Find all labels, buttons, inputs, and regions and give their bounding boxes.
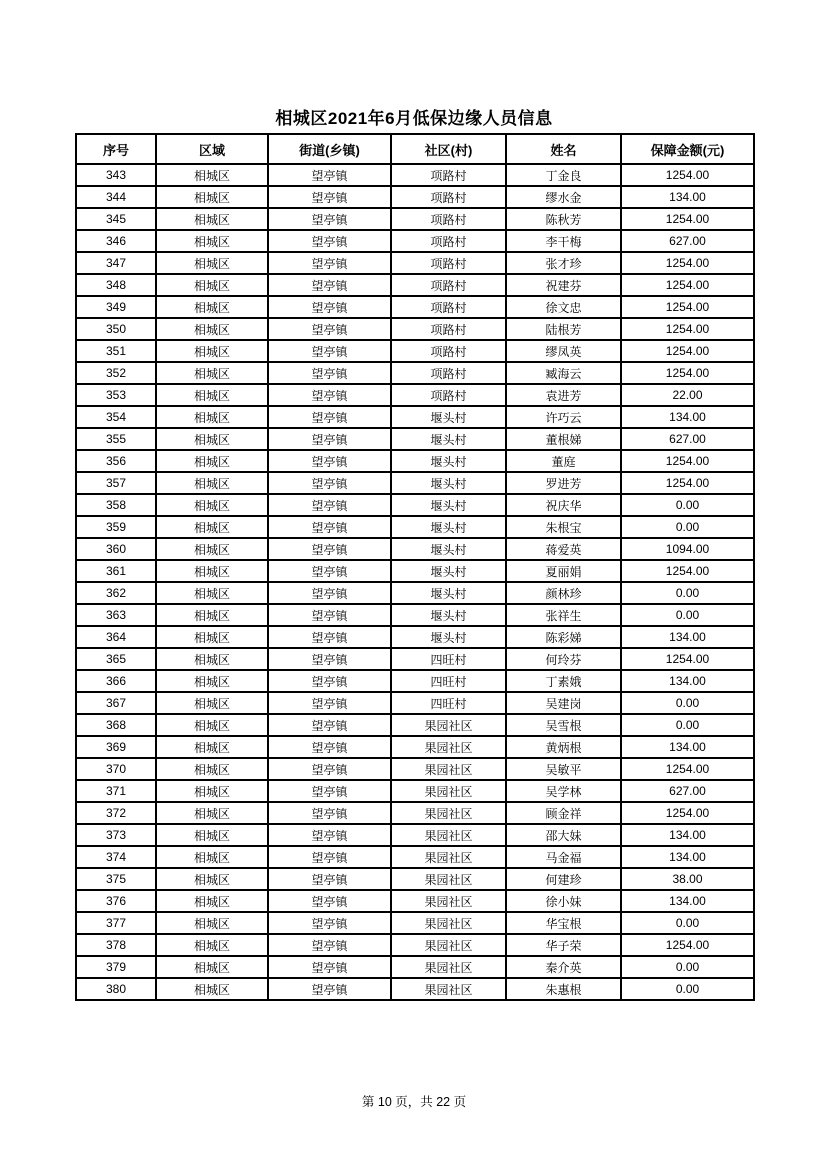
table-cell: 华子荣 (506, 934, 621, 956)
table-row (76, 648, 754, 670)
table-row (76, 208, 754, 230)
table-cell: 项路村 (391, 384, 506, 406)
table-cell: 相城区 (156, 362, 268, 384)
table-row (76, 318, 754, 340)
table-cell: 1254.00 (621, 208, 754, 230)
table-cell: 马金福 (506, 846, 621, 868)
table-cell: 相城区 (156, 978, 268, 1000)
table-cell: 134.00 (621, 890, 754, 912)
table-cell: 望亭镇 (268, 868, 391, 890)
table-cell: 1254.00 (621, 802, 754, 824)
table-cell: 134.00 (621, 186, 754, 208)
table-cell: 0.00 (621, 516, 754, 538)
table-cell: 项路村 (391, 186, 506, 208)
table-cell: 353 (76, 384, 156, 406)
table-row (76, 824, 754, 846)
table-cell: 368 (76, 714, 156, 736)
table-cell: 369 (76, 736, 156, 758)
table-cell: 134.00 (621, 406, 754, 428)
table-cell: 董庭 (506, 450, 621, 472)
table-cell: 四旺村 (391, 648, 506, 670)
table-cell: 堰头村 (391, 516, 506, 538)
table-cell: 相城区 (156, 692, 268, 714)
table-cell: 366 (76, 670, 156, 692)
table-cell: 堰头村 (391, 604, 506, 626)
table-row (76, 692, 754, 714)
table-cell: 0.00 (621, 714, 754, 736)
table-cell: 365 (76, 648, 156, 670)
table-cell: 望亭镇 (268, 428, 391, 450)
column-header: 街道(乡镇) (268, 134, 391, 164)
table-cell: 相城区 (156, 626, 268, 648)
table-cell: 1254.00 (621, 318, 754, 340)
table-cell: 堰头村 (391, 406, 506, 428)
table-cell: 351 (76, 340, 156, 362)
table-cell: 望亭镇 (268, 494, 391, 516)
table-cell: 望亭镇 (268, 362, 391, 384)
table-cell: 望亭镇 (268, 384, 391, 406)
page-number: 第 10 页，共 22 页 (361, 1095, 467, 1109)
table-cell: 371 (76, 780, 156, 802)
table-cell: 相城区 (156, 736, 268, 758)
table-cell: 377 (76, 912, 156, 934)
column-header: 区域 (156, 134, 268, 164)
table-row (76, 956, 754, 978)
table-cell: 1254.00 (621, 450, 754, 472)
table-cell: 相城区 (156, 340, 268, 362)
table-cell: 望亭镇 (268, 604, 391, 626)
table-row (76, 274, 754, 296)
table-cell: 362 (76, 582, 156, 604)
table-cell: 相城区 (156, 208, 268, 230)
table-row (76, 912, 754, 934)
table-cell: 祝庆华 (506, 494, 621, 516)
table-row (76, 340, 754, 362)
table-cell: 邵大妹 (506, 824, 621, 846)
table-cell: 望亭镇 (268, 846, 391, 868)
table-cell: 358 (76, 494, 156, 516)
table-cell: 相城区 (156, 516, 268, 538)
table-cell: 134.00 (621, 736, 754, 758)
table-cell: 果园社区 (391, 890, 506, 912)
table-cell: 相城区 (156, 230, 268, 252)
table-cell: 黄炳根 (506, 736, 621, 758)
table-cell: 望亭镇 (268, 560, 391, 582)
table-cell: 相城区 (156, 406, 268, 428)
table-cell: 罗进芳 (506, 472, 621, 494)
table-cell: 果园社区 (391, 714, 506, 736)
table-cell: 袁进芳 (506, 384, 621, 406)
table-cell: 相城区 (156, 846, 268, 868)
table-cell: 望亭镇 (268, 472, 391, 494)
table-cell: 370 (76, 758, 156, 780)
table-cell: 0.00 (621, 582, 754, 604)
table-cell: 1254.00 (621, 164, 754, 186)
table-cell: 望亭镇 (268, 692, 391, 714)
table-row (76, 626, 754, 648)
table-cell: 果园社区 (391, 846, 506, 868)
table-cell: 果园社区 (391, 868, 506, 890)
table-cell: 相城区 (156, 956, 268, 978)
table-cell: 堰头村 (391, 560, 506, 582)
table-cell: 朱惠根 (506, 978, 621, 1000)
table-cell: 相城区 (156, 934, 268, 956)
table-cell: 果园社区 (391, 780, 506, 802)
table-cell: 吴敏平 (506, 758, 621, 780)
table-cell: 361 (76, 560, 156, 582)
table-cell: 果园社区 (391, 912, 506, 934)
table-row (76, 780, 754, 802)
table-cell: 果园社区 (391, 934, 506, 956)
table-cell: 项路村 (391, 318, 506, 340)
table-cell: 1254.00 (621, 758, 754, 780)
table-row (76, 736, 754, 758)
table-cell: 望亭镇 (268, 934, 391, 956)
table-row (76, 978, 754, 1000)
table-cell: 364 (76, 626, 156, 648)
table-cell: 张祥生 (506, 604, 621, 626)
table-cell: 相城区 (156, 428, 268, 450)
table-cell: 李干梅 (506, 230, 621, 252)
table-cell: 1094.00 (621, 538, 754, 560)
table-cell: 项路村 (391, 274, 506, 296)
table-cell: 38.00 (621, 868, 754, 890)
table-cell: 果园社区 (391, 824, 506, 846)
table-cell: 363 (76, 604, 156, 626)
table-row (76, 758, 754, 780)
column-header: 序号 (76, 134, 156, 164)
table-cell: 1254.00 (621, 560, 754, 582)
table-cell: 堰头村 (391, 582, 506, 604)
table-cell: 相城区 (156, 758, 268, 780)
table-cell: 1254.00 (621, 296, 754, 318)
table-cell: 347 (76, 252, 156, 274)
table-cell: 董根娣 (506, 428, 621, 450)
table-cell: 果园社区 (391, 956, 506, 978)
table-cell: 134.00 (621, 846, 754, 868)
table-row (76, 934, 754, 956)
table-cell: 相城区 (156, 802, 268, 824)
table-cell: 相城区 (156, 582, 268, 604)
table-cell: 项路村 (391, 164, 506, 186)
table-row (76, 186, 754, 208)
table-cell: 望亭镇 (268, 912, 391, 934)
table-cell: 望亭镇 (268, 318, 391, 340)
table-cell: 627.00 (621, 230, 754, 252)
table-cell: 丁金良 (506, 164, 621, 186)
table-cell: 0.00 (621, 604, 754, 626)
table-cell: 相城区 (156, 252, 268, 274)
table-cell: 相城区 (156, 164, 268, 186)
table-cell: 375 (76, 868, 156, 890)
table-cell: 相城区 (156, 890, 268, 912)
table-row (76, 494, 754, 516)
table-cell: 夏丽娟 (506, 560, 621, 582)
table-cell: 望亭镇 (268, 670, 391, 692)
table-row (76, 230, 754, 252)
table-cell: 陈秋芳 (506, 208, 621, 230)
table-cell: 1254.00 (621, 648, 754, 670)
table-row (76, 890, 754, 912)
table-cell: 望亭镇 (268, 648, 391, 670)
table-cell: 相城区 (156, 714, 268, 736)
table-row (76, 560, 754, 582)
table-cell: 345 (76, 208, 156, 230)
table-cell: 果园社区 (391, 758, 506, 780)
table-cell: 1254.00 (621, 934, 754, 956)
table-cell: 378 (76, 934, 156, 956)
table-cell: 华宝根 (506, 912, 621, 934)
column-header: 社区(村) (391, 134, 506, 164)
table-cell: 秦介英 (506, 956, 621, 978)
table-row (76, 406, 754, 428)
column-header: 姓名 (506, 134, 621, 164)
table-cell: 相城区 (156, 670, 268, 692)
table-cell: 丁素娥 (506, 670, 621, 692)
table-cell: 376 (76, 890, 156, 912)
table-cell: 望亭镇 (268, 956, 391, 978)
table-row (76, 802, 754, 824)
table-cell: 359 (76, 516, 156, 538)
table-cell: 344 (76, 186, 156, 208)
table-row (76, 296, 754, 318)
table-cell: 373 (76, 824, 156, 846)
benefits-table (75, 133, 755, 1001)
table-cell: 望亭镇 (268, 406, 391, 428)
table-cell: 项路村 (391, 296, 506, 318)
table-row (76, 670, 754, 692)
table-cell: 相城区 (156, 472, 268, 494)
table-cell: 项路村 (391, 340, 506, 362)
table-cell: 134.00 (621, 626, 754, 648)
table-cell: 相城区 (156, 274, 268, 296)
table-cell: 项路村 (391, 362, 506, 384)
table-row (76, 868, 754, 890)
table-cell: 0.00 (621, 978, 754, 1000)
table-row (76, 714, 754, 736)
table-cell: 相城区 (156, 868, 268, 890)
table-row (76, 846, 754, 868)
table-cell: 352 (76, 362, 156, 384)
table-cell: 357 (76, 472, 156, 494)
table-cell: 何玲芬 (506, 648, 621, 670)
table-row (76, 384, 754, 406)
table-cell: 颜林珍 (506, 582, 621, 604)
table-cell: 果园社区 (391, 736, 506, 758)
table-cell: 望亭镇 (268, 164, 391, 186)
table-cell: 望亭镇 (268, 802, 391, 824)
table-cell: 项路村 (391, 252, 506, 274)
table-cell: 果园社区 (391, 978, 506, 1000)
table-cell: 相城区 (156, 450, 268, 472)
table-cell: 望亭镇 (268, 736, 391, 758)
table-cell: 堰头村 (391, 450, 506, 472)
table-cell: 360 (76, 538, 156, 560)
table-row (76, 362, 754, 384)
table-cell: 0.00 (621, 692, 754, 714)
table-cell: 372 (76, 802, 156, 824)
table-cell: 相城区 (156, 824, 268, 846)
table-cell: 相城区 (156, 604, 268, 626)
table-cell: 望亭镇 (268, 230, 391, 252)
table-cell: 望亭镇 (268, 824, 391, 846)
table-cell: 望亭镇 (268, 296, 391, 318)
table-cell: 顾金祥 (506, 802, 621, 824)
table-cell: 堰头村 (391, 626, 506, 648)
table-cell: 臧海云 (506, 362, 621, 384)
table-cell: 堰头村 (391, 428, 506, 450)
table-cell: 果园社区 (391, 802, 506, 824)
table-cell: 陆根芳 (506, 318, 621, 340)
table-cell: 相城区 (156, 494, 268, 516)
table-cell: 348 (76, 274, 156, 296)
table-cell: 望亭镇 (268, 714, 391, 736)
table-cell: 堰头村 (391, 538, 506, 560)
table-cell: 相城区 (156, 780, 268, 802)
table-body (76, 164, 754, 1000)
table-cell: 1254.00 (621, 340, 754, 362)
table-cell: 许巧云 (506, 406, 621, 428)
table-cell: 相城区 (156, 186, 268, 208)
table-cell: 350 (76, 318, 156, 340)
table-cell: 望亭镇 (268, 582, 391, 604)
table-cell: 项路村 (391, 208, 506, 230)
table-cell: 堰头村 (391, 472, 506, 494)
table-cell: 徐文忠 (506, 296, 621, 318)
table-cell: 朱根宝 (506, 516, 621, 538)
table-cell: 望亭镇 (268, 626, 391, 648)
table-cell: 望亭镇 (268, 186, 391, 208)
table-cell: 346 (76, 230, 156, 252)
table-cell: 380 (76, 978, 156, 1000)
table-row (76, 604, 754, 626)
table-cell: 望亭镇 (268, 340, 391, 362)
table-cell: 望亭镇 (268, 274, 391, 296)
table-header-row (76, 134, 754, 164)
table-cell: 627.00 (621, 780, 754, 802)
table-cell: 蒋爱英 (506, 538, 621, 560)
table-cell: 627.00 (621, 428, 754, 450)
table-cell: 相城区 (156, 538, 268, 560)
table-cell: 望亭镇 (268, 758, 391, 780)
table-cell: 343 (76, 164, 156, 186)
table-cell: 相城区 (156, 384, 268, 406)
table-cell: 项路村 (391, 230, 506, 252)
table-cell: 0.00 (621, 912, 754, 934)
table-cell: 0.00 (621, 494, 754, 516)
table-cell: 相城区 (156, 296, 268, 318)
table-cell: 何建珍 (506, 868, 621, 890)
table-cell: 356 (76, 450, 156, 472)
table-cell: 望亭镇 (268, 208, 391, 230)
table-cell: 张才珍 (506, 252, 621, 274)
table-cell: 134.00 (621, 824, 754, 846)
table-cell: 374 (76, 846, 156, 868)
table-cell: 望亭镇 (268, 890, 391, 912)
table-cell: 相城区 (156, 912, 268, 934)
table-cell: 349 (76, 296, 156, 318)
table-cell: 134.00 (621, 670, 754, 692)
table-cell: 缪水金 (506, 186, 621, 208)
table-cell: 望亭镇 (268, 450, 391, 472)
table-cell: 0.00 (621, 956, 754, 978)
table-row (76, 472, 754, 494)
table-cell: 望亭镇 (268, 780, 391, 802)
table-cell: 四旺村 (391, 670, 506, 692)
table-row (76, 428, 754, 450)
table-cell: 355 (76, 428, 156, 450)
table-cell: 1254.00 (621, 472, 754, 494)
table-cell: 祝建芬 (506, 274, 621, 296)
table-cell: 吴建岗 (506, 692, 621, 714)
table-cell: 四旺村 (391, 692, 506, 714)
table-cell: 缪凤英 (506, 340, 621, 362)
table-cell: 379 (76, 956, 156, 978)
table-cell: 1254.00 (621, 274, 754, 296)
table-cell: 相城区 (156, 560, 268, 582)
page-title: 相城区2021年6月低保边缘人员信息 (275, 109, 553, 128)
table-cell: 吴雪根 (506, 714, 621, 736)
table-cell: 堰头村 (391, 494, 506, 516)
table-cell: 吴学林 (506, 780, 621, 802)
table-cell: 367 (76, 692, 156, 714)
table-cell: 354 (76, 406, 156, 428)
table-row (76, 450, 754, 472)
table-cell: 望亭镇 (268, 978, 391, 1000)
table-row (76, 164, 754, 186)
table-row (76, 516, 754, 538)
table-row (76, 252, 754, 274)
table-cell: 陈彩娣 (506, 626, 621, 648)
table-cell: 相城区 (156, 318, 268, 340)
table-cell: 望亭镇 (268, 538, 391, 560)
table-cell: 徐小妹 (506, 890, 621, 912)
table-cell: 22.00 (621, 384, 754, 406)
table-row (76, 582, 754, 604)
table-cell: 望亭镇 (268, 252, 391, 274)
table-cell: 1254.00 (621, 252, 754, 274)
table-cell: 相城区 (156, 648, 268, 670)
table-row (76, 538, 754, 560)
column-header: 保障金额(元) (621, 134, 754, 164)
table-cell: 1254.00 (621, 362, 754, 384)
table-cell: 望亭镇 (268, 516, 391, 538)
